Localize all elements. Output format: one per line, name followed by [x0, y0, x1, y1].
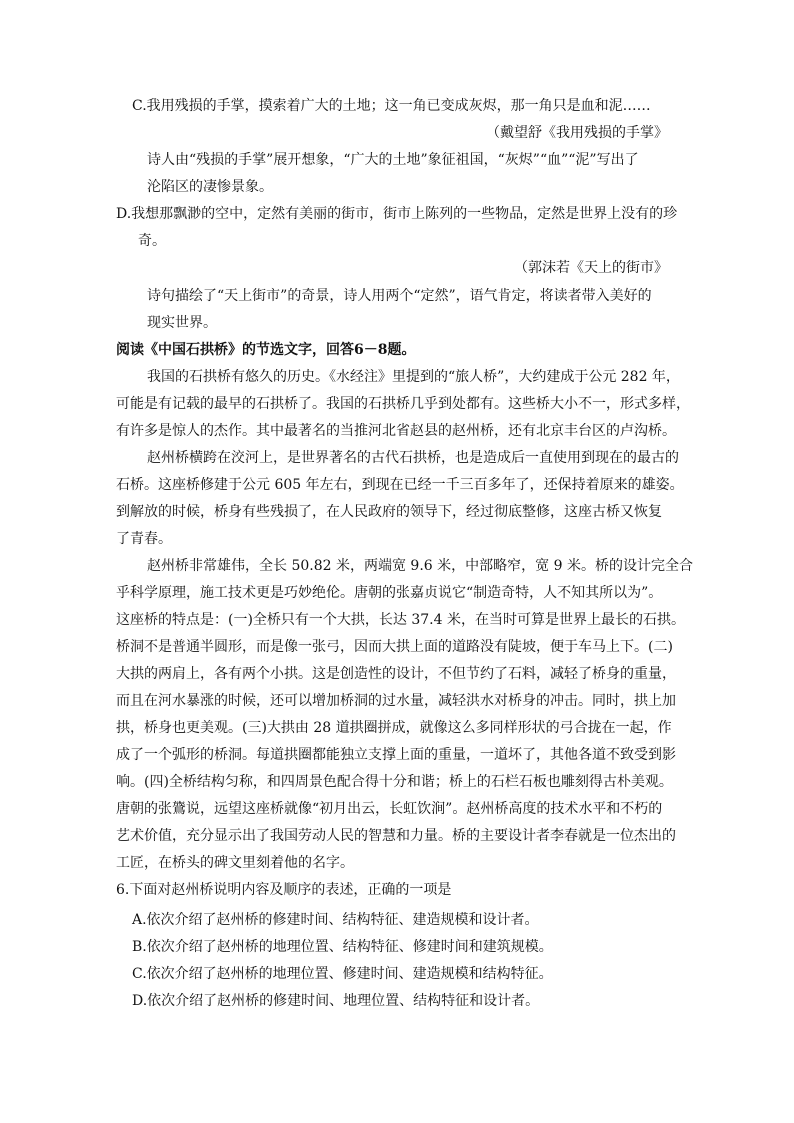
option-c-text: C.我用残损的手掌，摸索着广大的土地；这一角已变成灰烬，那一角只是血和泥……: [132, 98, 651, 114]
passage-line: 乎科学原理，施工技术更是巧妙绝伦。唐朝的张嘉贞说它“制造奇特，人不知其所以为”。: [116, 585, 663, 601]
passage-line: 拱，桥身也更美观。(三)大拱由 28 道拱圈拼成，就像这么多同样形状的弓合拢在一起，作: [116, 720, 672, 736]
option-d-source: （郭沫若《天上的街市》: [514, 260, 668, 276]
passage-line: 成了一个弧形的桥洞。每道拱圈都能独立支撑上面的重量，一道坏了，其他各道不致受到影: [116, 747, 676, 763]
question-6-option-b: B.依次介绍了赵州桥的地理位置、结构特征、修建时间和建筑规模。: [132, 939, 553, 955]
passage-line: 响。(四)全桥结构匀称，和四周景色配合得十分和谐；桥上的石栏石板也雕刻得古朴美观。: [116, 774, 673, 790]
passage-line: 石桥。这座桥修建于公元 605 年左右，到现在已经一千三百多年了，还保持着原来的雄姿。: [116, 477, 684, 493]
question-6-stem: 6.下面对赵州桥说明内容及顺序的表述，正确的一项是: [116, 882, 452, 898]
option-d-analysis: 诗句描绘了“天上街市”的奇景，诗人用两个“定然”，语气肯定，将读者带入美好的: [147, 288, 652, 304]
option-d-text: D.我想那飘渺的空中，定然有美丽的街市，街市上陈列的一些物品，定然是世界上没有的珍: [116, 206, 678, 222]
passage-line: 唐朝的张鷟说，远望这座桥就像“初月出云，长虹饮涧”。赵州桥高度的技术水平和不朽的: [116, 801, 663, 817]
passage-line: 了青春。: [116, 531, 172, 547]
question-6-option-d: D.依次介绍了赵州桥的修建时间、地理位置、结构特征和设计者。: [132, 993, 540, 1009]
passage-line: 大拱的两肩上，各有两个小拱。这是创造性的设计，不但节约了石料，减轻了桥身的重量，: [116, 666, 676, 682]
passage-line: 可能是有记载的最早的石拱桥了。我国的石拱桥几乎到处都有。这些桥大小不一，形式多样，: [116, 396, 690, 412]
passage-line: 工匠，在桥头的碑文里刻着他的名字。: [116, 855, 354, 871]
question-6-option-a: A.依次介绍了赵州桥的修建时间、结构特征、建造规模和设计者。: [132, 912, 539, 928]
option-d-analysis: 现实世界。: [147, 315, 217, 331]
option-d-text: 奇。: [138, 233, 166, 249]
passage-line: 艺术价值，充分显示出了我国劳动人民的智慧和力量。桥的主要设计者李春就是一位杰出的: [116, 828, 676, 844]
passage-line: 而且在河水暴涨的时候，还可以增加桥洞的过水量，减轻洪水对桥身的冲击。同时，拱上加: [116, 693, 676, 709]
passage-line: 到解放的时候，桥身有些残损了，在人民政府的领导下，经过彻底整修，这座古桥又恢复: [116, 504, 662, 520]
passage-line: 有许多是惊人的杰作。其中最著名的当推河北省赵县的赵州桥，还有北京丰台区的卢沟桥。: [116, 423, 676, 439]
reading-heading: 阅读《中国石拱桥》的节选文字，回答6－8题。: [116, 342, 416, 358]
passage-line: 我国的石拱桥有悠久的历史。《水经注》里提到的“旅人桥”，大约建成于公元 282 年，: [147, 369, 680, 385]
option-c-analysis: 沦陷区的凄惨景象。: [147, 179, 273, 195]
option-c-source: （戴望舒《我用残损的手掌》: [486, 125, 668, 141]
passage-line: 桥洞不是普通半圆形，而是像一张弓，因而大拱上面的道路没有陡坡，便于车马上下。(二): [116, 639, 673, 655]
option-c-analysis: 诗人由“残损的手掌”展开想象，“广大的土地”象征祖国，“灰烬”“血”“泥”写出了: [147, 152, 639, 168]
question-6-option-c: C.依次介绍了赵州桥的地理位置、修建时间、建造规模和结构特征。: [132, 966, 553, 982]
passage-line: 赵州桥横跨在洨河上，是世界著名的古代石拱桥，也是造成后一直使用到现在的最古的: [147, 450, 679, 466]
passage-line: 赵州桥非常雄伟，全长 50.82 米，两端宽 9.6 米，中部略窄，宽 9 米。桥的设计完全合: [147, 558, 693, 574]
passage-line: 这座桥的特点是：(一)全桥只有一个大拱，长达 37.4 米，在当时可算是世界上最长的石拱。: [116, 612, 685, 628]
